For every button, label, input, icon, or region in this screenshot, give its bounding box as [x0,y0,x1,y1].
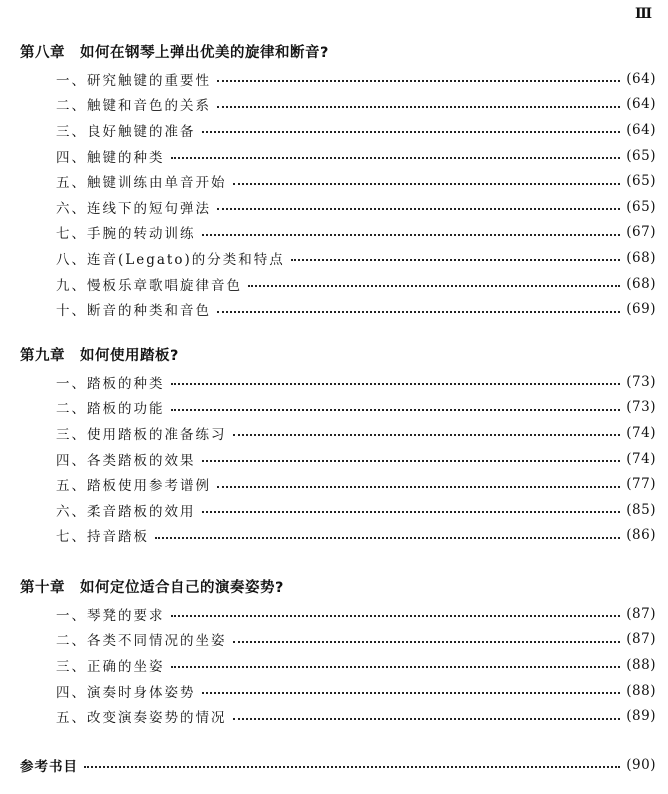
toc-entry-page: (87) [626,605,656,622]
toc-entry-page: (88) [626,656,656,673]
toc-entry-page: (87) [626,631,656,648]
toc-entry-title: 九、慢板乐章歌唱旋律音色 [56,277,242,294]
toc-entry-page: (67) [626,224,656,241]
dot-leader [217,105,620,108]
dot-leader [248,284,620,287]
chapter-title: 第十章 如何定位适合自己的演奏姿势? [20,580,284,596]
toc-entry-page: (86) [626,527,656,544]
chapter-10 [20,577,656,729]
toc-entry-page: (85) [626,501,656,518]
toc-entry-page: (68) [626,275,656,292]
page-number: Ⅲ [634,6,652,22]
toc-entry[interactable] [20,66,656,92]
toc-entry-title: 四、触键的种类 [56,149,165,166]
dot-leader [217,79,620,82]
references-section [20,752,656,778]
toc-entry-references[interactable] [20,752,656,778]
toc-entry-page: (88) [626,682,656,699]
dot-leader [233,182,621,185]
toc-entry[interactable] [20,245,656,271]
dot-leader [171,382,621,385]
toc-entry-title: 一、研究触键的重要性 [56,72,211,89]
toc-entry-page: (65) [626,198,656,215]
toc-entry[interactable] [20,395,656,421]
toc-entry-page: (69) [626,301,656,318]
dot-leader [202,510,621,513]
toc-entry[interactable] [20,271,656,297]
toc-entry[interactable] [20,497,656,523]
toc-entry[interactable] [20,652,656,678]
toc-entry-title: 六、柔音踏板的效用 [56,503,196,520]
dot-leader [233,717,621,720]
toc-entry[interactable] [20,220,656,246]
toc-entry-title: 三、正确的坐姿 [56,658,165,675]
toc-entry-title: 二、踏板的功能 [56,401,165,418]
toc-entry-page: (65) [626,173,656,190]
toc-entry[interactable] [20,523,656,549]
toc-entry[interactable] [20,420,656,446]
toc-entry-page: (74) [626,450,656,467]
toc-entry-title: 六、连线下的短句弹法 [56,200,211,217]
toc-entry-title: 一、踏板的种类 [56,375,165,392]
dot-leader [202,130,621,133]
dot-leader [171,614,621,617]
dot-leader [84,765,620,768]
references-page: (90) [626,756,656,773]
toc-entry-title: 八、连音(Legato)的分类和特点 [56,251,285,268]
toc-entry-page: (73) [626,399,656,416]
dot-leader [202,233,621,236]
chapter-title: 第八章 如何在钢琴上弹出优美的旋律和断音? [20,45,329,61]
chapter-9 [20,345,656,548]
toc-entry[interactable] [20,678,656,704]
dot-leader [233,640,621,643]
toc-entry-title: 五、改变演奏姿势的情况 [56,710,227,727]
toc-entry-title: 三、良好触键的准备 [56,123,196,140]
toc-entry-title: 十、断音的种类和音色 [56,303,211,320]
dot-leader [217,485,620,488]
toc-entry-title: 五、踏板使用参考谱例 [56,478,211,495]
toc-entry[interactable] [20,92,656,118]
toc-entry-page: (64) [626,70,656,87]
references-title: 参考书目 [20,758,78,775]
toc-entry[interactable] [20,143,656,169]
toc-entry[interactable] [20,471,656,497]
toc-entry-page: (65) [626,147,656,164]
dot-leader [171,408,621,411]
dot-leader [155,536,620,539]
toc-entry[interactable] [20,168,656,194]
toc-entry[interactable] [20,369,656,395]
toc-entry-page: (74) [626,424,656,441]
dot-leader [171,665,621,668]
toc-entry[interactable] [20,117,656,143]
toc-entry[interactable] [20,601,656,627]
dot-leader [217,207,620,210]
toc-entry-title: 七、手腕的转动训练 [56,226,196,243]
dot-leader [171,156,621,159]
toc-entry[interactable] [20,703,656,729]
toc-entry[interactable] [20,296,656,322]
dot-leader [217,310,620,313]
chapter-8 [20,42,656,322]
toc-entry[interactable] [20,194,656,220]
toc-entry-page: (64) [626,121,656,138]
toc-entry-title: 七、持音踏板 [56,529,149,546]
dot-leader [233,433,621,436]
toc-entry-title: 二、触键和音色的关系 [56,98,211,115]
toc-entry-title: 四、演奏时身体姿势 [56,684,196,701]
toc-entry[interactable] [20,446,656,472]
toc-entry-page: (89) [626,708,656,725]
dot-leader [202,691,621,694]
toc-entry-title: 五、触键训练由单音开始 [56,175,227,192]
toc-entry-title: 二、各类不同情况的坐姿 [56,633,227,650]
toc-entry-title: 四、各类踏板的效果 [56,452,196,469]
dot-leader [291,258,621,261]
toc-entry-page: (77) [626,476,656,493]
toc-entry-title: 一、琴凳的要求 [56,607,165,624]
toc-entry-title: 三、使用踏板的准备练习 [56,426,227,443]
chapter-title: 第九章 如何使用踏板? [20,348,179,364]
toc-entry[interactable] [20,627,656,653]
toc-entry-page: (68) [626,249,656,266]
dot-leader [202,459,621,462]
toc-entry-page: (73) [626,373,656,390]
toc-entry-page: (64) [626,96,656,113]
